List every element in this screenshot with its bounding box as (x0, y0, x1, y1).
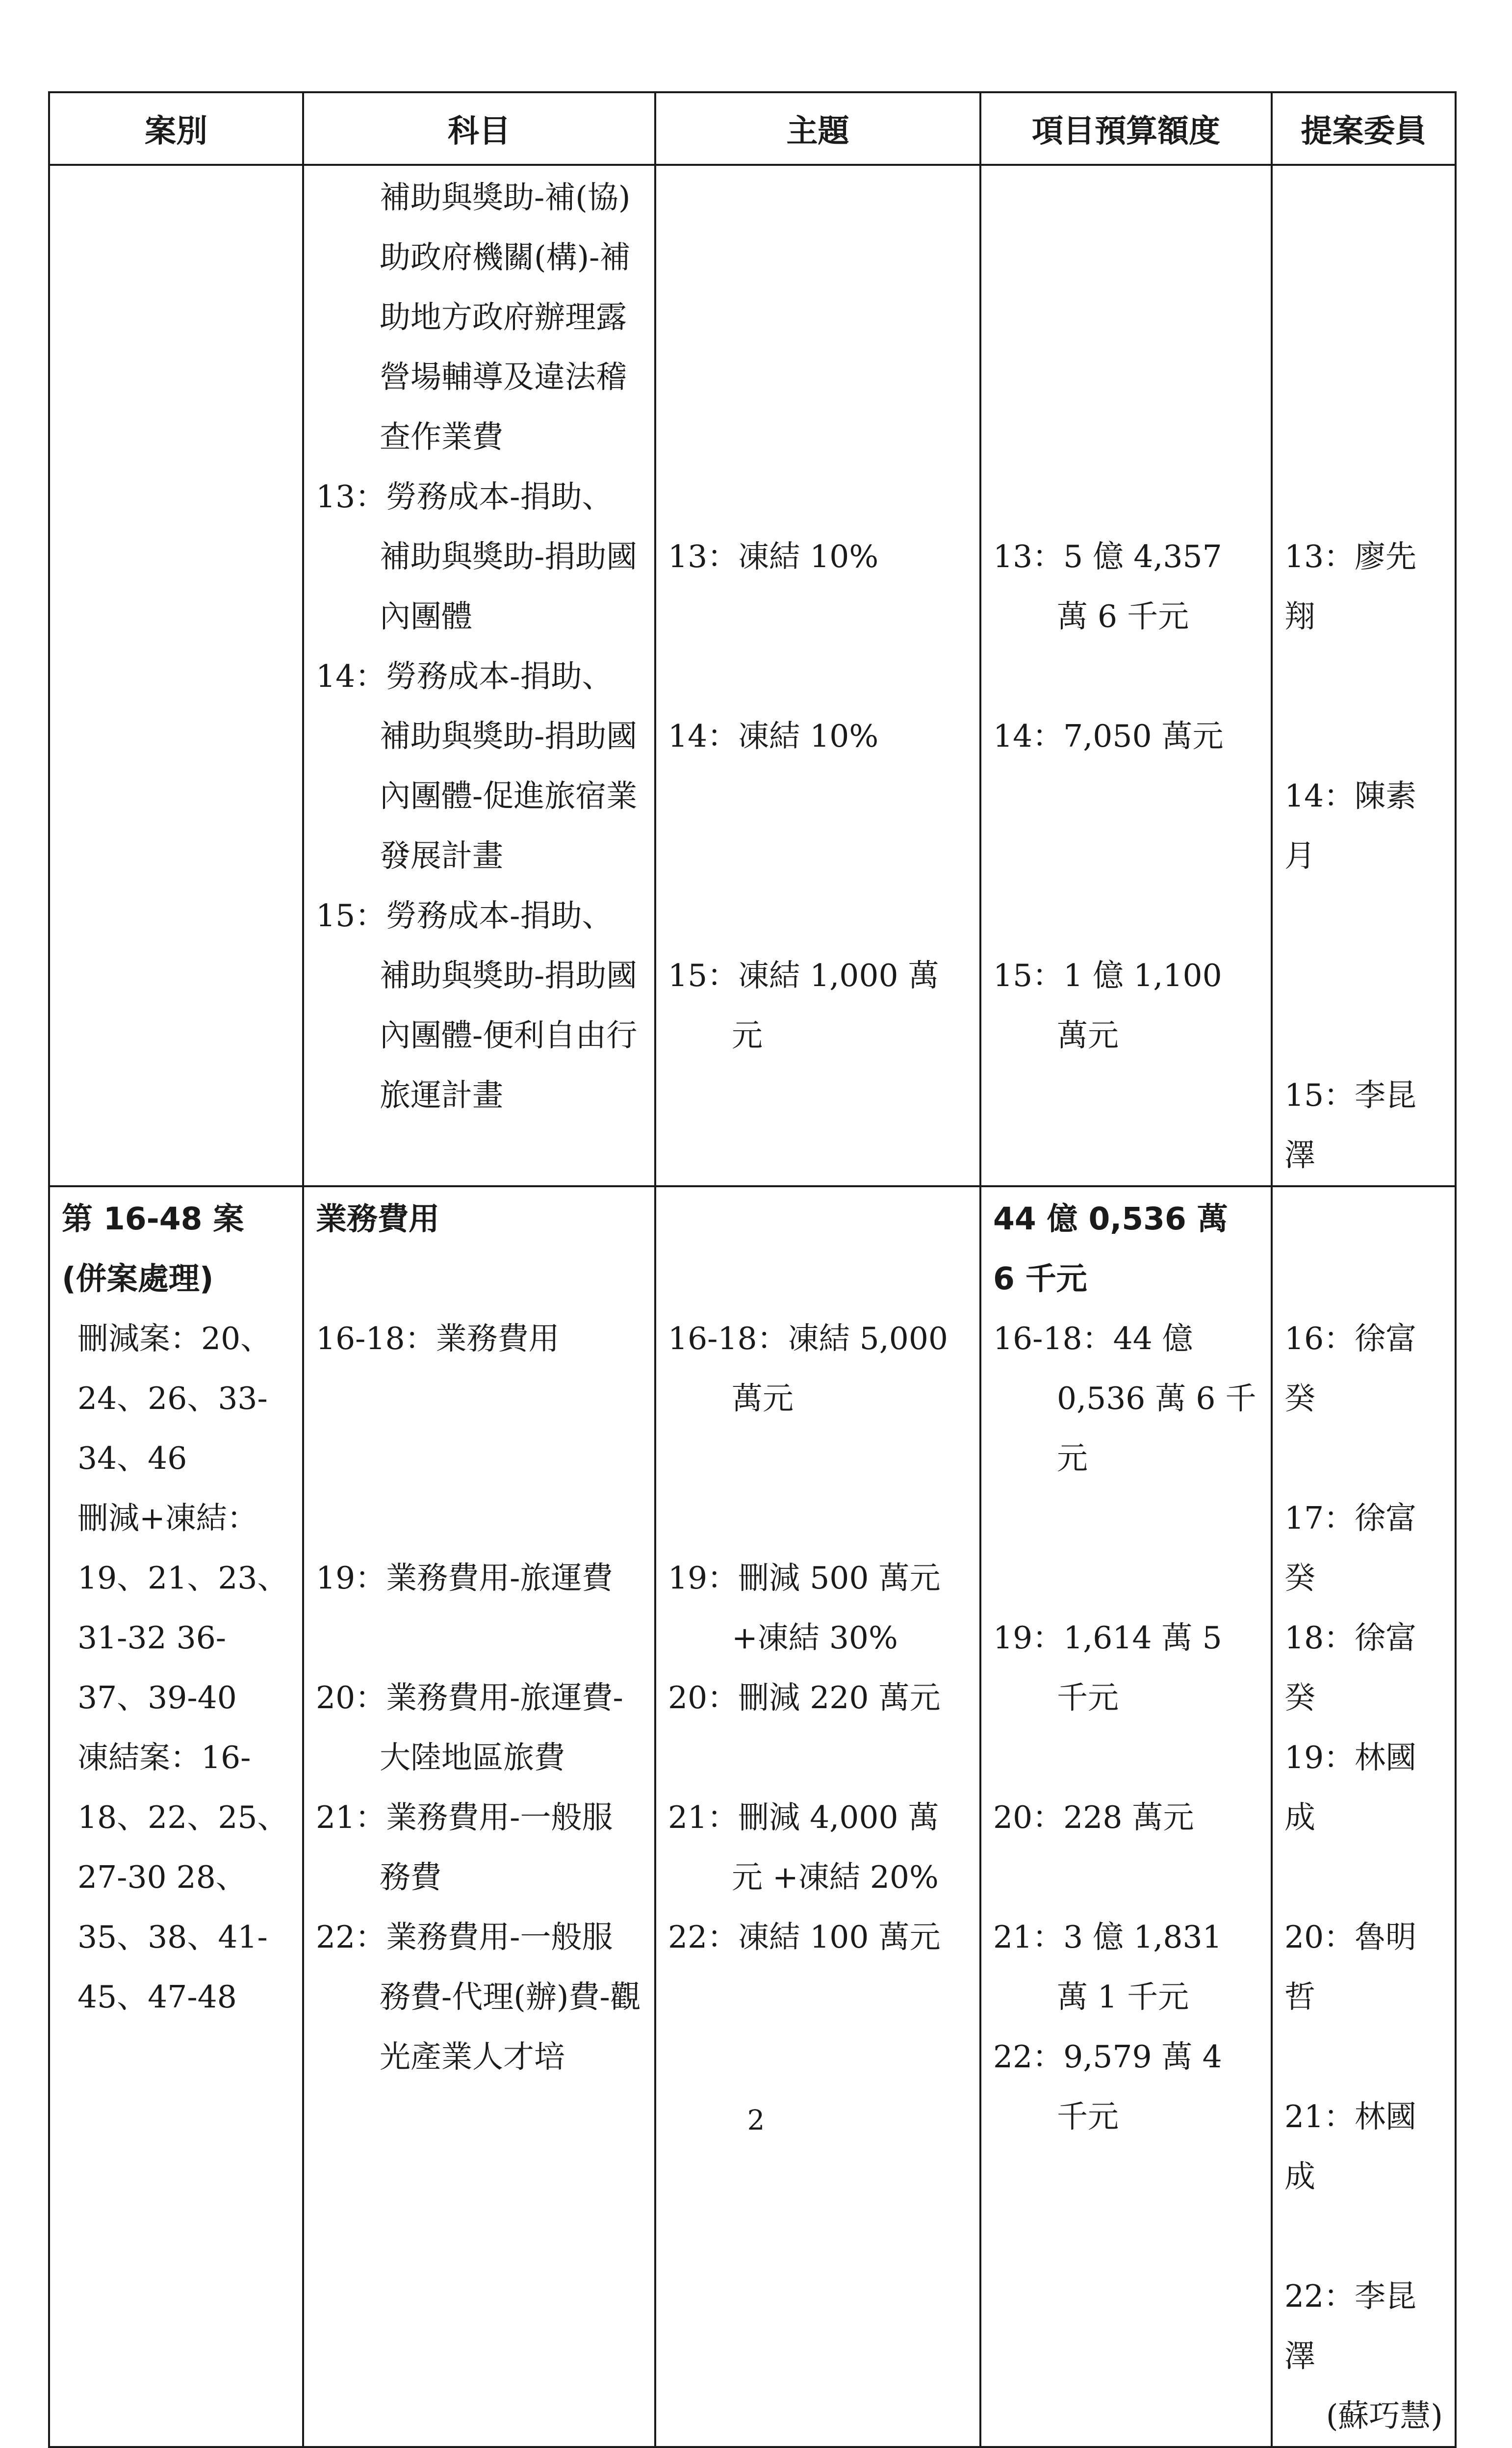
member-item-16: 16：徐富癸 (1284, 1321, 1417, 1416)
budget-table (48, 91, 1457, 2448)
page-number: 2 (747, 2105, 765, 2136)
budget-item-19: 19：1,614 萬 5 千元 (993, 1620, 1222, 1716)
budget-item-22: 22：9,579 萬 4 千元 (993, 2039, 1222, 2135)
member-item-13: 13：廖先翔 (1284, 539, 1417, 634)
group-budget-title: 44 億 0,536 萬 6 千元 (993, 1201, 1228, 1297)
group-subject-title: 業務費用 (316, 1201, 439, 1237)
subject-item-16-18: 16-18：業務費用 (316, 1321, 560, 1356)
case-cell (49, 165, 303, 1186)
header-subject: 科目 (303, 92, 655, 165)
theme-item-19: 19：刪減 500 萬元 +凍結 30% (668, 1560, 941, 1656)
member-item-21: 21：林國成 (1284, 2099, 1417, 2194)
member-item-19: 19：林國成 (1284, 1740, 1417, 1835)
budget-item-20: 20：228 萬元 (993, 1799, 1194, 1835)
group-case-title: 第 16-48 案 (62, 1201, 244, 1237)
subject-cell (303, 165, 655, 1186)
header-row (49, 92, 1456, 165)
theme-cell (655, 1186, 980, 2447)
member-item-22: 22：李昆澤 (1284, 2278, 1417, 2374)
member-cell (1272, 1186, 1456, 2447)
theme-item-20: 20：刪減 220 萬元 (668, 1680, 941, 1716)
budget-cell (980, 1186, 1272, 2447)
theme-cell (655, 165, 980, 1186)
header-case: 案別 (49, 92, 303, 165)
case-cell (49, 1186, 303, 2447)
theme-item-16-18: 16-18：凍結 5,000 萬元 (668, 1321, 948, 1416)
member-item-17: 17：徐富癸 (1284, 1500, 1417, 1596)
theme-item-13: 13：凍結 10% (668, 539, 879, 574)
budget-item-21: 21：3 億 1,831 萬 1 千元 (993, 1919, 1222, 2015)
member-item-22-cosigner: (蘇巧慧) (1326, 2398, 1443, 2434)
subject-item-22: 22：業務費用-一般服務費-代理(辦)費-觀光產業人才培 (316, 1919, 641, 2075)
member-cell (1272, 165, 1456, 1186)
continued-subject: 補助與獎助-補(協)助政府機關(構)-補助地方政府辦理露營場輔導及違法稽查作業費 (380, 180, 631, 455)
budget-item-15: 15：1 億 1,100 萬元 (993, 958, 1222, 1053)
group-cut-cases: 刪減案：20、24、26、33-34、46 (77, 1321, 272, 1476)
group-merged-label: (併案處理) (62, 1261, 214, 1297)
subject-item-13: 13：勞務成本-捐助、補助與獎助-捐助國內團體 (316, 479, 638, 634)
subject-item-21: 21：業務費用-一般服務費 (316, 1799, 613, 1895)
theme-item-14: 14：凍結 10% (668, 718, 879, 754)
member-item-14: 14：陳素月 (1284, 778, 1417, 874)
budget-cell (980, 165, 1272, 1186)
header-theme: 主題 (655, 92, 980, 165)
group-cut-freeze-cases: 刪減+凍結：19、21、23、31-32 36-37、39-40 (77, 1500, 288, 1716)
subject-item-19: 19：業務費用-旅運費 (316, 1560, 613, 1596)
member-item-20: 20：魯明哲 (1284, 1919, 1417, 2015)
table-row (49, 165, 1456, 1186)
table-row (49, 1186, 1456, 2447)
subject-cell (303, 1186, 655, 2447)
header-budget: 項目預算額度 (980, 92, 1272, 165)
budget-item-14: 14：7,050 萬元 (993, 718, 1224, 754)
budget-item-16-18: 16-18：44 億 0,536 萬 6 千元 (993, 1321, 1256, 1476)
member-item-18: 18：徐富癸 (1284, 1620, 1417, 1716)
header-member: 提案委員 (1272, 92, 1456, 165)
subject-item-14: 14：勞務成本-捐助、補助與獎助-捐助國內團體-促進旅宿業發展計畫 (316, 658, 638, 874)
theme-item-21: 21：刪減 4,000 萬元 +凍結 20% (668, 1799, 939, 1895)
budget-item-13: 13：5 億 4,357 萬 6 千元 (993, 539, 1222, 634)
member-item-15: 15：李昆澤 (1284, 1077, 1417, 1173)
theme-item-15: 15：凍結 1,000 萬元 (668, 958, 939, 1053)
subject-item-15: 15：勞務成本-捐助、補助與獎助-捐助國內團體-便利自由行旅運計畫 (316, 898, 638, 1113)
theme-item-22: 22：凍結 100 萬元 (668, 1919, 941, 1955)
group-freeze-cases: 凍結案：16-18、22、25、27-30 28、35、38、41-45、47-48 (77, 1740, 288, 2015)
subject-item-20: 20：業務費用-旅運費-大陸地區旅費 (316, 1680, 623, 1775)
